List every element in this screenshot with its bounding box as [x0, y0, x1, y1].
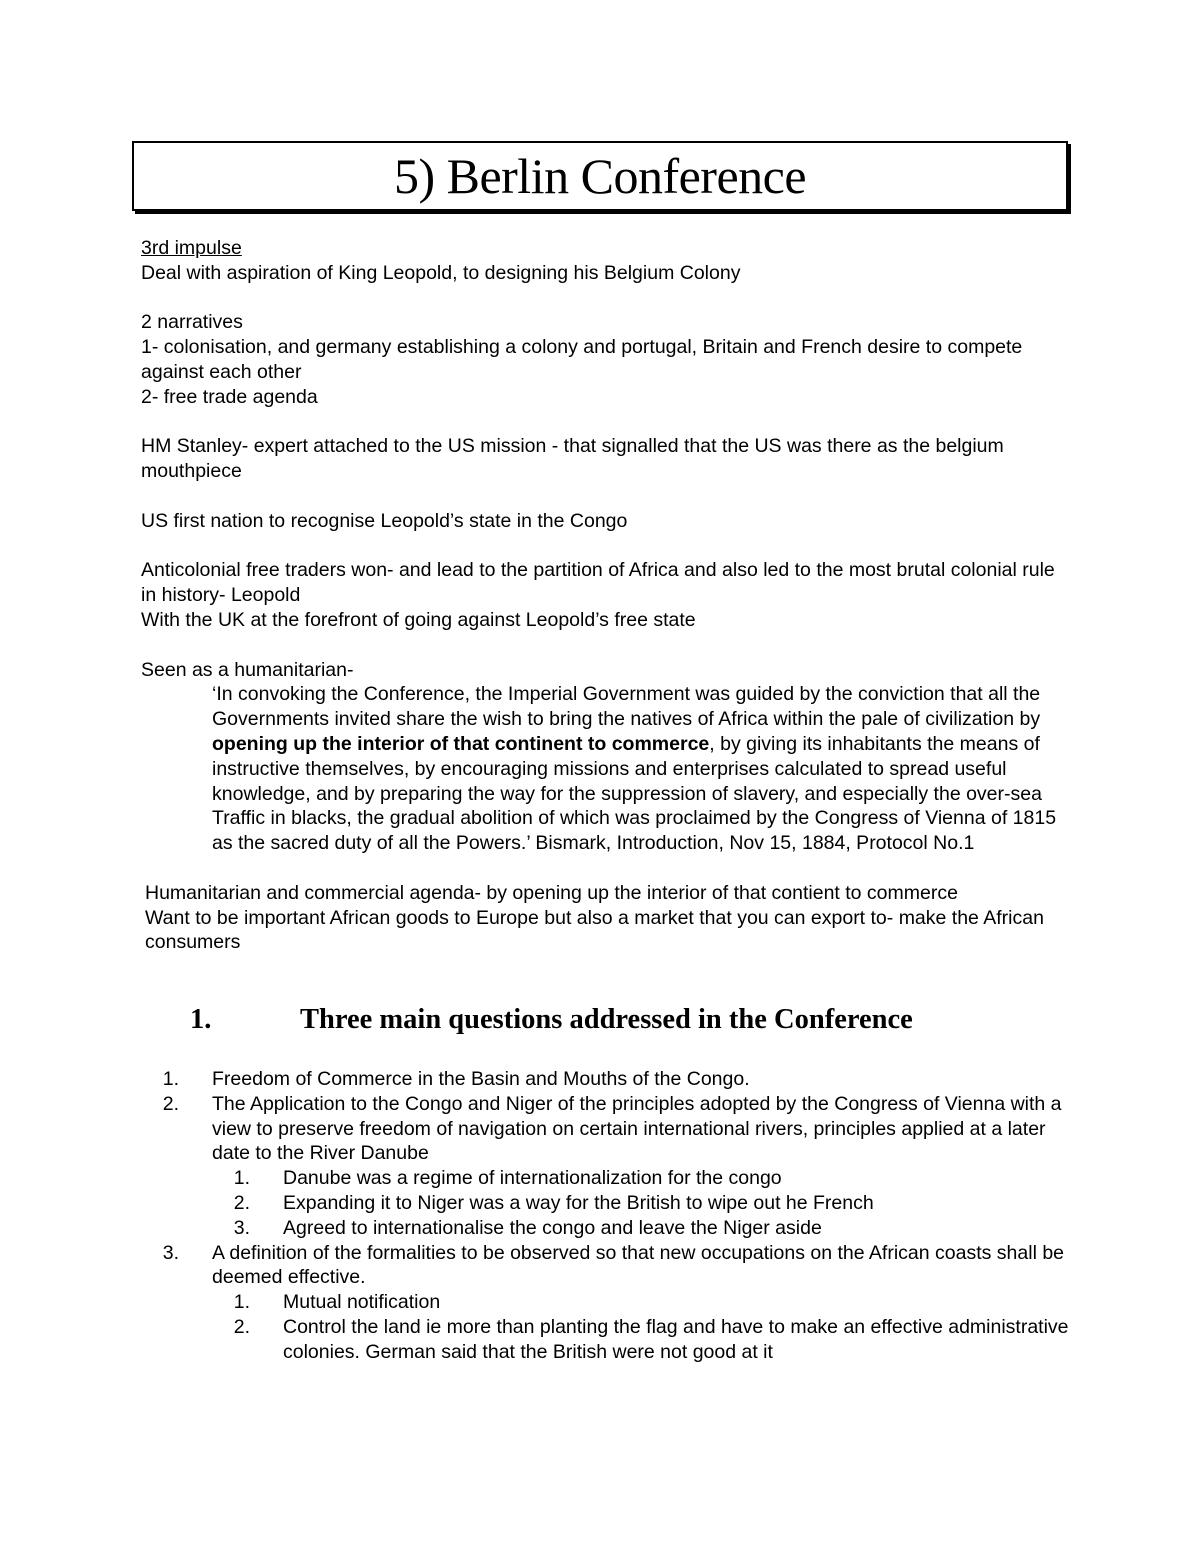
list-item: 2. The Application to the Congo and Niger of the principles adopted by the Congress of Vienna with a view to preserve freedom of navigation on certain international rivers, principles applied at a later date to the River Danube — [162, 1092, 1062, 1165]
section-heading — [190, 1004, 913, 1036]
narrative-2: 2- free trade agenda — [141, 385, 318, 408]
questions-list — [141, 1067, 1071, 1365]
sub-list-item: 1. Danube was a regime of internationalization for the congo — [233, 1167, 782, 1190]
page-title: 5) Berlin Conference — [393, 148, 807, 204]
notes-body — [141, 236, 1061, 955]
quote-part-2: , by giving its inhabitants the means of instructive themselves, by encouraging missions and enterprises calculated to spread useful knowledge, and by preparing the way for the suppression of slavery, and especially the over-sea Traffic in blacks, the gradual abolition of which was proclaimed by the Congress of Vienna of 1815 as the sacred duty of all the Powers.’ Bismark, Introduction, Nov 15, 1884, Protocol No.1 — [212, 732, 1057, 855]
sub-list-item: 2. Expanding it to Niger was a way for the British to wipe out he French — [233, 1191, 874, 1214]
uk-line: With the UK at the forefront of going against Leopold’s free state — [141, 608, 696, 631]
agenda-line-1: Humanitarian and commercial agenda- by opening up the interior of that contient to commerce — [145, 881, 958, 904]
sub-list-item: 1. Mutual notification — [233, 1291, 441, 1314]
section-title: Three main questions addressed in the Conference — [300, 1004, 913, 1035]
sub-list-item: 3. Agreed to internationalise the congo and leave the Niger aside — [233, 1216, 822, 1239]
narratives-line: 2 narratives — [141, 311, 243, 334]
us-first-paragraph: US first nation to recognise Leopold’s state in the Congo — [141, 509, 628, 532]
quote-part-1: ‘In convoking the Conference, the Imperial Government was guided by the conviction that all the Governments invited share the wish to bring the natives of Africa within the pale of civilization by — [212, 683, 1041, 731]
agenda-line-2: Want to be important African goods to Europe but also a market that you can export to- make the African consumers — [145, 906, 1044, 954]
deal-line: Deal with aspiration of King Leopold, to designing his Belgium Colony — [141, 261, 741, 284]
stanley-paragraph: HM Stanley- expert attached to the US mission - that signalled that the US was there as the belgium mouthpiece — [141, 435, 1004, 483]
sub-list-item: 2. Control the land ie more than planting the flag and have to make an effective administrative colonies. German said that the British were not good at it — [233, 1315, 1069, 1363]
section-number: 1. — [190, 1004, 212, 1035]
list-item: 1. Freedom of Commerce in the Basin and Mouths of the Congo. — [162, 1068, 750, 1090]
impulse-heading: 3rd impulse — [141, 237, 242, 259]
list-item: 3. A definition of the formalities to be observed so that new occupations on the African coasts shall be deemed effective. — [162, 1241, 1065, 1289]
title-box — [132, 141, 1068, 211]
narrative-1: 1- colonisation, and germany establishing a colony and portugal, Britain and French desire to compete against each other — [141, 336, 1023, 383]
anticolonial-paragraph: Anticolonial free traders won- and lead to the partition of Africa and also led to the most brutal colonial rule in history- Leopold — [141, 559, 1055, 607]
humanitarian-line: Seen as a humanitarian- — [141, 658, 354, 681]
quote-bold: opening up the interior of that continent to commerce — [212, 732, 710, 755]
bismark-quote — [141, 682, 1061, 856]
